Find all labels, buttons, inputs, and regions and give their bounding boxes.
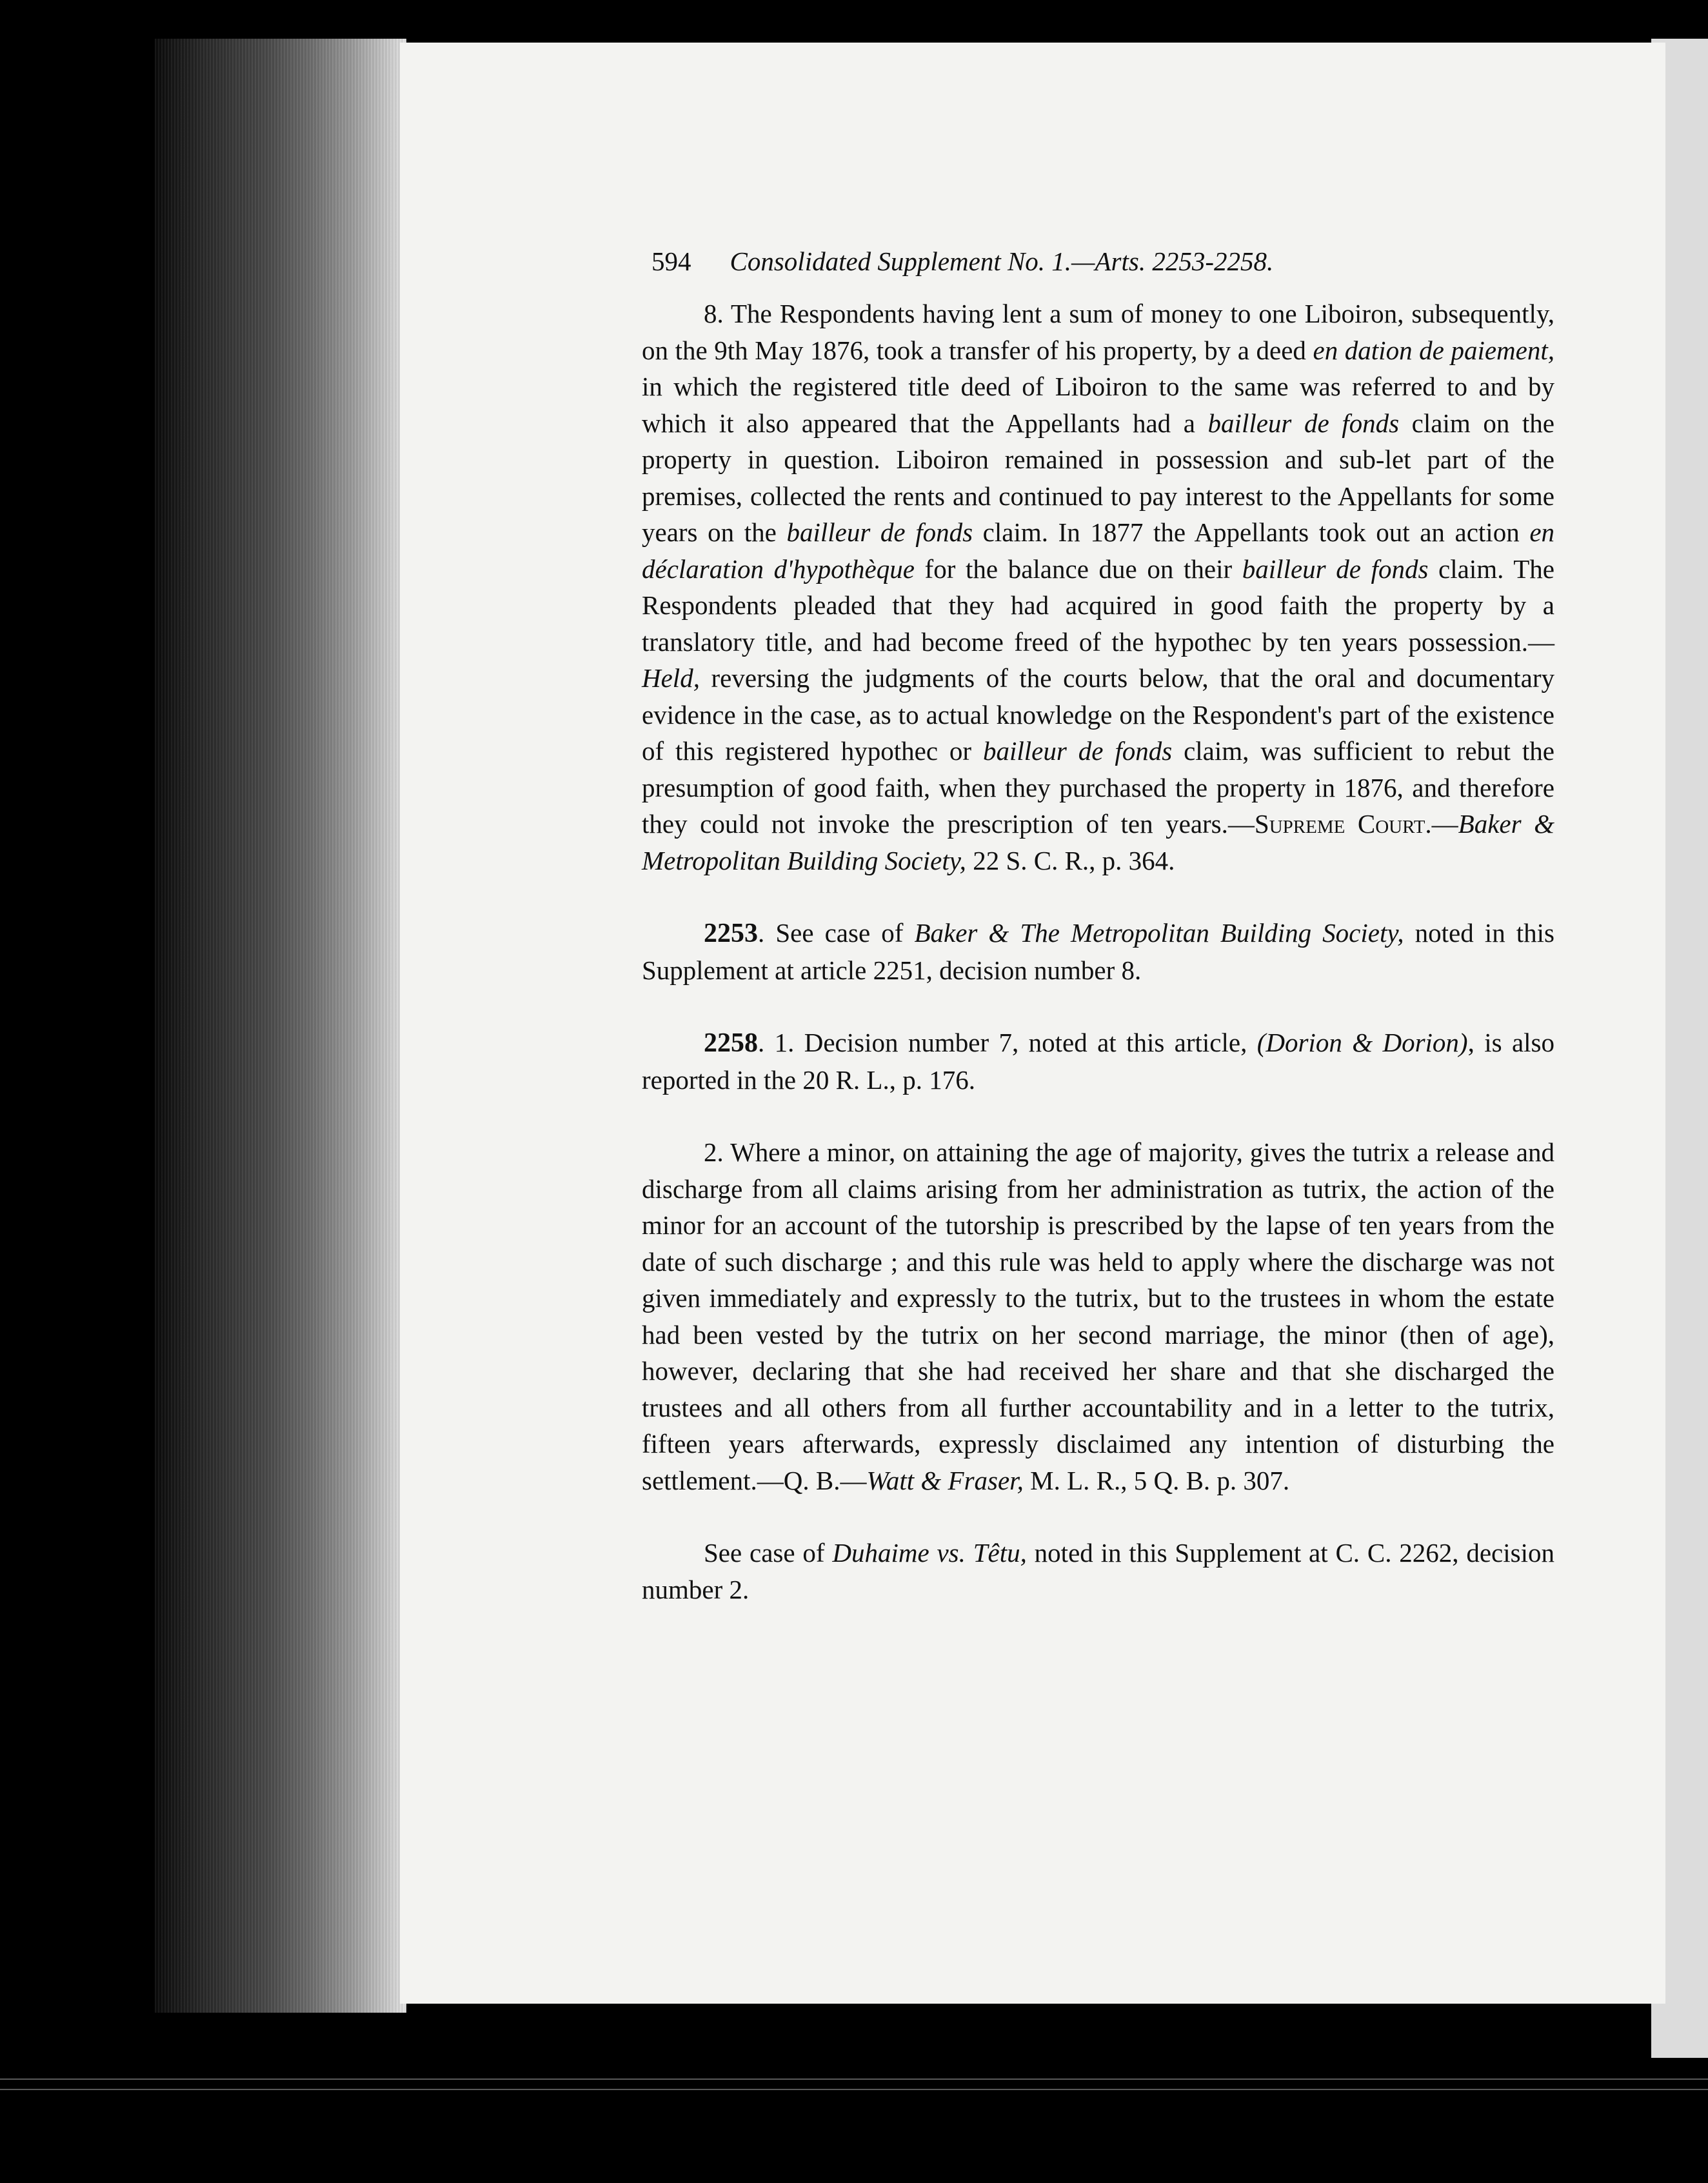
italic-run: bailleur de fonds xyxy=(983,736,1173,766)
case-name: Baker & The Metropolitan Building Society, xyxy=(914,918,1404,948)
italic-run: en déclaration d'hypothèque xyxy=(642,517,1555,584)
page-text xyxy=(642,245,1554,1608)
case-name: (Dorion & Dorion) xyxy=(1256,1028,1468,1057)
decision-2 xyxy=(642,1134,1554,1499)
book-page-edges xyxy=(155,39,406,2013)
text-run: — xyxy=(1431,809,1458,839)
see-case-note xyxy=(642,1535,1554,1608)
text-run: claim on the property in question. Liboiron remained in possession and sub-let part of the premises, collected the rents and continued to pay interest to the Appellants for some years on the xyxy=(642,408,1554,547)
spacer xyxy=(642,988,1554,1024)
text-run: . See case of xyxy=(758,918,915,948)
text-run: claim. In 1877 the Appellants took out an action xyxy=(973,517,1530,547)
citation: M. L. R., 5 Q. B. p. 307. xyxy=(1023,1465,1290,1495)
text-run: The Respondents having lent a sum of money to one Liboiron, subsequently, on the 9th May 1876, took a transfer of his property, by a deed xyxy=(642,299,1554,365)
italic-run: bailleur de fonds xyxy=(786,517,973,547)
text-run: reversing the judgments of the courts below, that the oral and documentary evidence in the case, as to actual knowledge on the Respondent's part of the existence of this registered hypothec or xyxy=(642,663,1554,766)
scan-line xyxy=(0,2078,1708,2080)
article-2258 xyxy=(642,1024,1554,1098)
text-run: noted in this Supplement at article 2251, decision number 8. xyxy=(642,918,1555,985)
running-head xyxy=(651,245,1554,277)
article-number: 2258 xyxy=(704,1028,758,1058)
case-name: Duhaime vs. Têtu, xyxy=(832,1538,1027,1568)
decision-8 xyxy=(642,295,1554,879)
italic-run: bailleur de fonds xyxy=(1242,553,1429,584)
text-run: See case of xyxy=(704,1538,833,1568)
page-number: 594 xyxy=(651,246,691,276)
court-name: Supreme Court. xyxy=(1254,809,1432,839)
text-run: for the balance due on their xyxy=(914,553,1242,584)
case-name: Watt & Fraser, xyxy=(866,1465,1024,1495)
scan-line xyxy=(0,2089,1708,2090)
spacer xyxy=(642,1499,1554,1535)
text-run: claim, was sufficient to rebut the presumption of good faith, when they purchased the property in 1876, and therefore they could not invoke the prescription of ten years.— xyxy=(642,736,1555,839)
citation: 22 S. C. R., p. 364. xyxy=(966,845,1175,875)
text-run: , is also reported in the 20 R. L., p. 176. xyxy=(642,1028,1554,1095)
text-run: in which the registered title deed of Liboiron to the same was referred to and by which it also appeared that the Appellants had a xyxy=(642,372,1554,438)
decision-number: 8. xyxy=(704,299,724,328)
spacer xyxy=(642,1098,1554,1134)
running-title: Consolidated Supplement No. 1.—Arts. 2253-2258. xyxy=(730,246,1274,276)
text-run: . 1. Decision number 7, noted at this article, xyxy=(758,1028,1257,1057)
italic-run: en dation de paiement, xyxy=(1313,335,1554,365)
italic-run: Held, xyxy=(642,663,700,693)
article-2253 xyxy=(642,915,1554,988)
text-run: 2. Where a minor, on attaining the age of majority, gives the tutrix a release and discharge from all claims arising from her administration as tutrix, the action of the minor for an account of the tutorship is prescribed by the lapse of ten years from the date of such discharge ; and this rule was held to apply where the discharge was not given immediately and expressly to the tutrix, but to the trustees in whom the estate had been vested by the tutrix on her second marriage, the minor (then of age), however, declaring that she had received her share and that she discharged the trustees and all others from all further accountability and in a letter to the tutrix, fifteen years afterwards, expressly disclaimed any intention of disturbing the settlement.—Q. B.— xyxy=(642,1137,1554,1495)
case-name: Baker & Metropolitan Building Society, xyxy=(642,809,1554,875)
italic-run: bailleur de fonds xyxy=(1207,408,1400,438)
spacer xyxy=(642,879,1554,915)
text-run: claim. The Respondents pleaded that they had acquired in good faith the property by a translatory title, and had become freed of the hypothec by ten years possession.— xyxy=(642,553,1554,657)
text-run: noted in this Supplement at C. C. 2262, decision number 2. xyxy=(642,1538,1554,1604)
article-number: 2253 xyxy=(704,919,758,948)
